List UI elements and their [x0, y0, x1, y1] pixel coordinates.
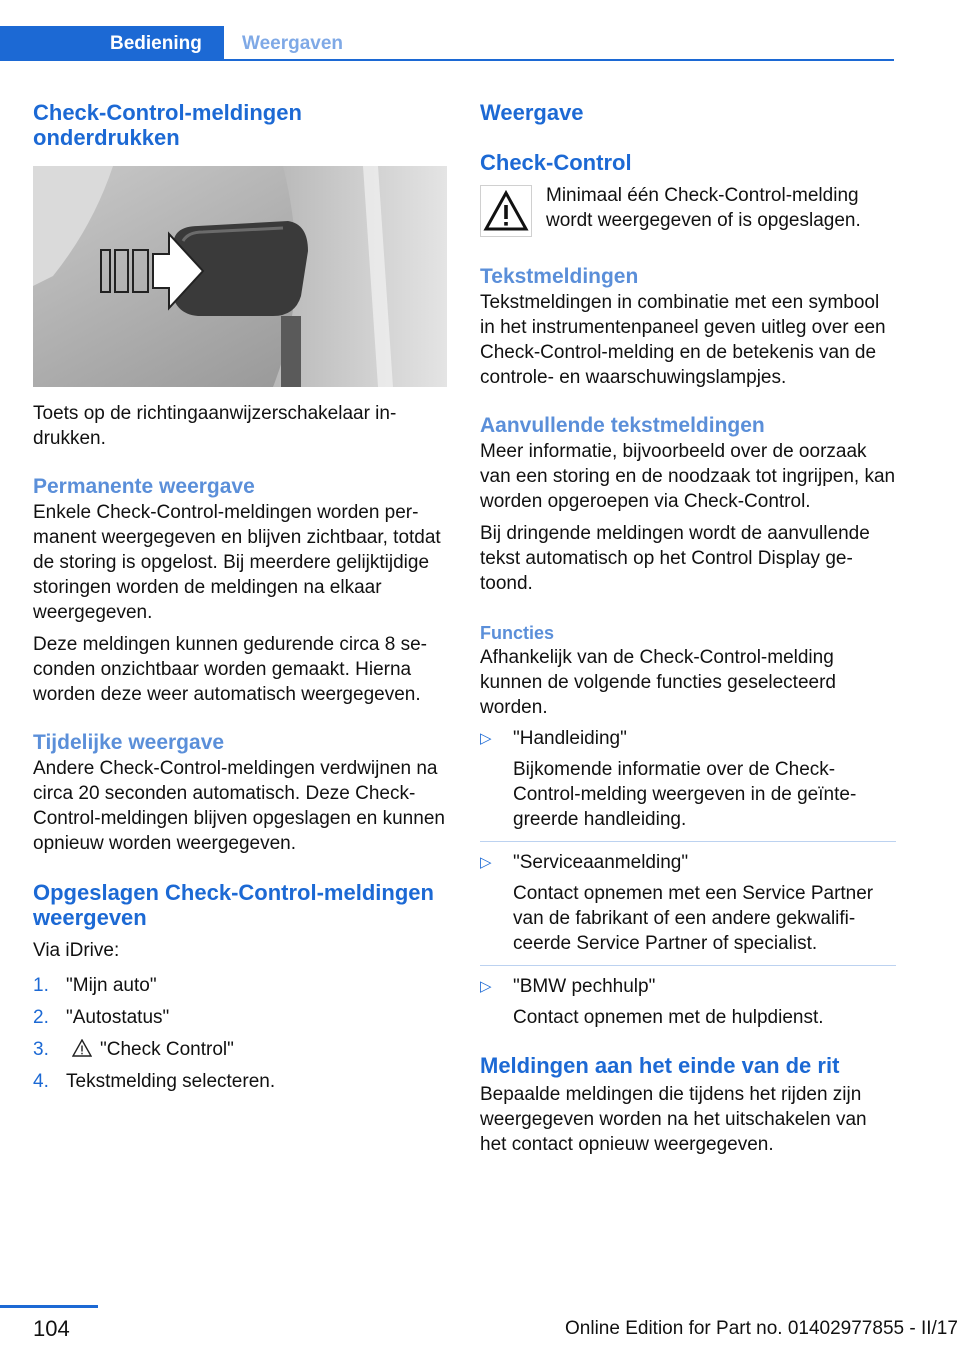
photo-caption: Toets op de richtingaanwijzerschakelaar indrukken. — [33, 403, 397, 449]
warning-triangle-icon — [480, 185, 532, 237]
right-column — [480, 100, 896, 1157]
list-item: ▷ "BMW pechhulp" Contact opnemen met de hulpdienst. — [480, 976, 824, 1028]
functions-intro: Afhankelijk van de Check-Control-melding kunnen de volgende functies geselecteerd worden. — [480, 647, 836, 718]
list-item: 2. "Autostatus" — [33, 1007, 170, 1028]
list-item: 3. "Check Control" — [33, 1039, 234, 1060]
heading-functions: Functies — [480, 623, 555, 643]
heading-extra-messages: Aanvullende tekstmeldingen — [480, 414, 765, 437]
divider — [480, 965, 896, 966]
heading-stored: Opgeslagen Check-Control-meldingen weergeven — [33, 880, 434, 930]
list-item: ▷ "Serviceaanmelding" Contact opnemen met een Service Partner van de fabrikant of een andere gekwalificeerde Service Partner of specialist. — [480, 852, 874, 954]
stored-intro: Via iDrive: — [33, 940, 120, 961]
steering-column-photo — [33, 166, 447, 387]
heading-permanent: Permanente weergave — [33, 475, 255, 498]
permanent-paragraph-1: Enkele Check-Control-meldingen worden permanent weergegeven en blijven zichtbaar, totdat de storing is opgelost. Bij meerdere gelijktijdige storingen worden de meldingen na elkaar weergegeven. — [33, 502, 441, 623]
functions-list — [480, 726, 896, 1030]
list-item: 4. Tekstmelding selecteren. — [33, 1071, 276, 1092]
check-control-text: Minimaal één Check-Control-melding wordt weergegeven of is opgeslagen. — [546, 185, 861, 231]
list-item: ▷ "Handleiding" Bijkomende informatie over de Check-Control-melding weergeven in de geïntegreerde handleiding. — [480, 728, 857, 830]
list-item: 1. "Mijn auto" — [33, 975, 157, 996]
check-control-row — [480, 183, 896, 237]
permanent-paragraph-2: Deze meldingen kunnen gedurende circa 8 seconden onzichtbaar worden gemaakt. Hierna worden deze weer automatisch weergegeven. — [33, 634, 427, 705]
header-tabs — [0, 26, 343, 61]
bullet-triangle-icon: ▷ — [480, 978, 492, 995]
tab-weergaven: Weergaven — [242, 33, 344, 54]
section-title-suppress: Check-Control-meldingen onderdrukken — [33, 100, 302, 150]
extra-paragraph-1: Meer informatie, bijvoorbeeld over de oorzaak van een storing en de noodzaak tot ingrijpen, kan worden opgeroepen via Check-Control. — [480, 441, 896, 512]
edition-note: Online Edition for Part no. 01402977855 - II/17 — [565, 1318, 958, 1339]
left-column — [33, 100, 447, 1101]
heading-text-messages: Tekstmeldingen — [480, 265, 639, 288]
temporary-paragraph: Andere Check-Control-meldingen verdwijnen na circa 20 seconden automatisch. Deze Check-Control-meldingen blijven opgeslagen en kunnen opnieuw worden weergegeven. — [33, 758, 445, 854]
stored-steps — [33, 973, 447, 1094]
divider — [480, 841, 896, 842]
end-of-trip-paragraph: Bepaalde meldingen die tijdens het rijden zijn weergegeven worden na het uitschakelen van het contact opnieuw weergegeven. — [480, 1084, 867, 1155]
heading-end-of-trip: Meldingen aan het einde van de rit — [480, 1053, 840, 1078]
footer-rule — [0, 1305, 98, 1308]
tab-bediening: Bediening — [0, 26, 224, 61]
text-messages-paragraph: Tekstmeldingen in combinatie met een symbool in het instrumentenpaneel geven uitleg over een Check-Control-melding en de betekenis van de controle- en waarschuwingslampjes. — [480, 292, 886, 388]
page-number: 104 — [33, 1316, 70, 1341]
header-rule — [224, 59, 894, 61]
bullet-triangle-icon: ▷ — [480, 854, 492, 871]
heading-check-control: Check-Control — [480, 150, 632, 175]
section-title-display: Weergave — [480, 100, 584, 125]
warning-triangle-icon — [72, 1039, 92, 1057]
bullet-triangle-icon: ▷ — [480, 730, 492, 747]
extra-paragraph-2: Bij dringende meldingen wordt de aanvullende tekst automatisch op het Control Display getoond. — [480, 523, 870, 594]
heading-temporary: Tijdelijke weergave — [33, 731, 225, 754]
